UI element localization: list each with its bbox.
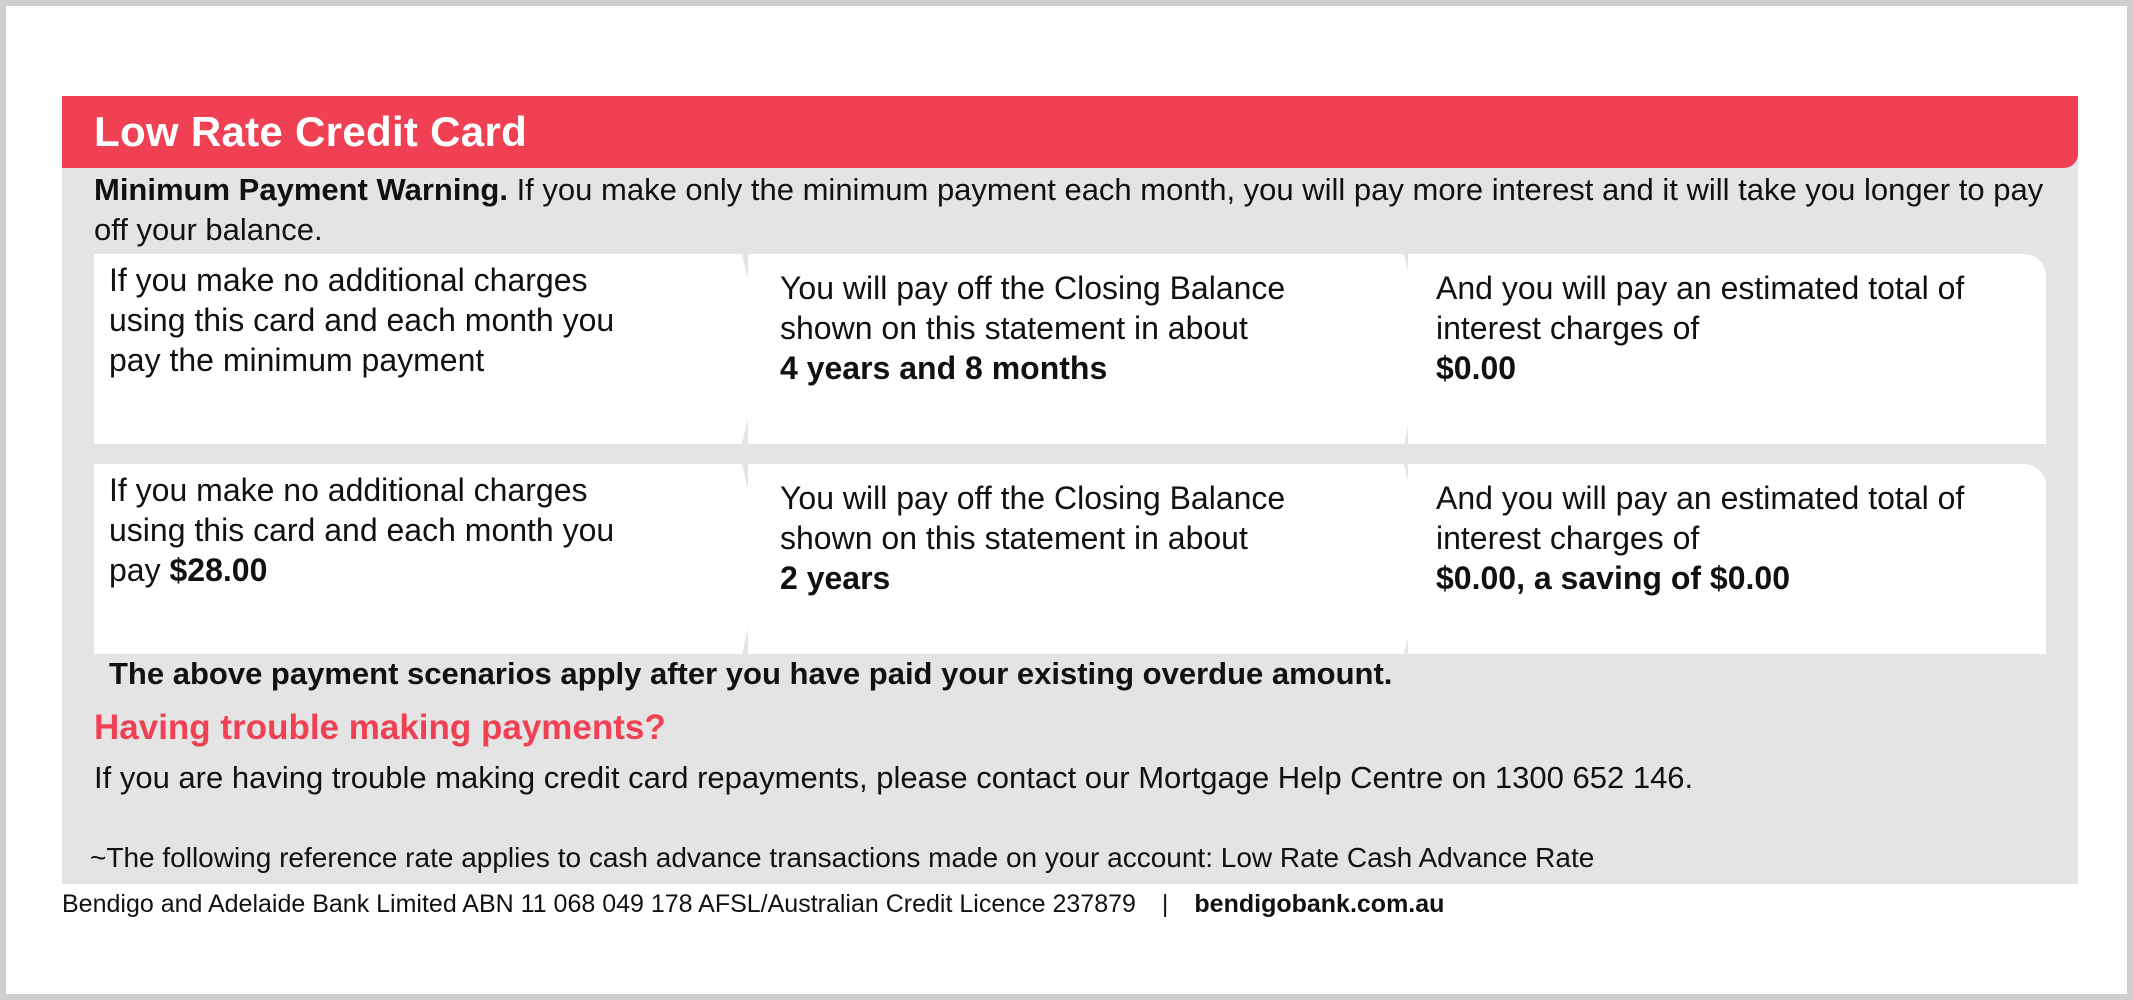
scenario-condition-amount: $28.00 [169,552,268,588]
reference-rate-note: ~The following reference rate applies to cash advance transactions made on your account: Low Rate Cash Advance Rate [90,842,1595,873]
card-title-bar [62,96,2078,168]
credit-card-summary-panel [62,96,2078,884]
footer-website-link[interactable]: bendigobank.com.au [1194,890,1445,918]
scenario-note: The above payment scenarios apply after you have paid your existing overdue amount. [109,656,1393,691]
card-title: Low Rate Credit Card [94,108,528,155]
footer-legal: Bendigo and Adelaide Bank Limited ABN 11 068 049 178 AFSL/Australian Credit Licence 237879 [62,890,1136,918]
warning-lead: Minimum Payment Warning. [94,172,508,207]
scenario-payoff-cell [748,254,1396,444]
scenario-row [94,254,2046,444]
scenario-row [94,464,2046,654]
scenario-payoff-text: You will pay off the Closing Balance shown on this statement in about [780,270,1286,346]
scenario-interest-amount: $0.00, a saving of $0.00 [1436,560,1790,596]
warning-text: If you make only the minimum payment each month, you will pay more interest and it will take you longer to pay off your balance. [94,172,2044,247]
scenario-interest-text: And you will pay an estimated total of interest charges of [1436,480,1965,556]
scenario-interest-text: And you will pay an estimated total of interest charges of [1436,270,1965,346]
scenario-payoff-text: You will pay off the Closing Balance shown on this statement in about [780,480,1286,556]
trouble-heading: Having trouble making payments? [94,708,666,747]
scenario-payoff-time: 2 years [780,560,891,596]
footer-separator: | [1161,890,1169,918]
footer [62,890,1444,919]
scenario-condition-cell [94,464,742,654]
scenario-interest-cell [1408,464,2046,654]
scenario-condition-cell [94,254,742,444]
scenario-interest-cell [1408,254,2046,444]
scenario-condition-text: If you make no additional charges using this card and each month you pay the minimum payment [109,262,615,378]
scenario-payoff-cell [748,464,1396,654]
payment-scenarios [94,254,2046,674]
scenario-condition-text: If you make no additional charges using this card and each month you pay [109,472,615,588]
scenario-payoff-time: 4 years and 8 months [780,350,1108,386]
trouble-contact-text: If you are having trouble making credit card repayments, please contact our Mortgage Help Centre on 1300 652 146. [94,760,1694,795]
scenario-interest-amount: $0.00 [1436,350,1517,386]
minimum-payment-warning [94,170,2074,250]
